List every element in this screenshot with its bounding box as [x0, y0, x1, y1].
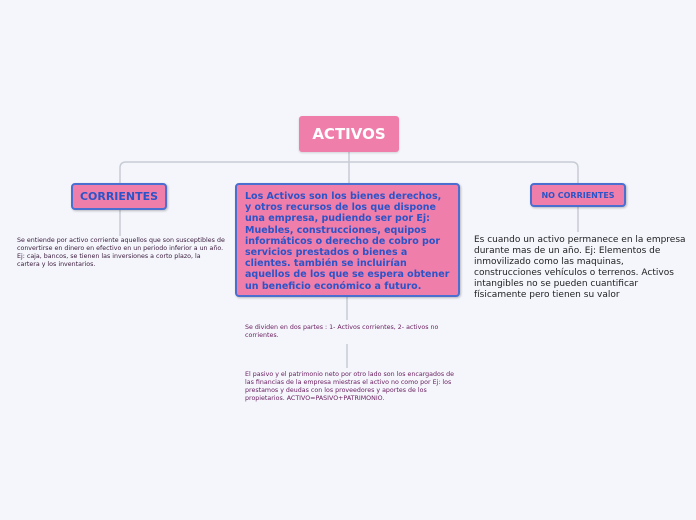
- note-corrientes[interactable]: Se entiende por activo corriente aquellos que son susceptibles de convertirse en dinero en efectivo en un periodo inferior a un año. Ej: caja, bancos, se tienen las inversiones a corto plazo, la cartera y los inventarios.: [17, 237, 225, 268]
- branch-corrientes-label: CORRIENTES: [79, 190, 159, 203]
- root-node-label: ACTIVOS: [312, 125, 386, 143]
- root-node-activos[interactable]: [299, 116, 399, 152]
- note-center-pasivo[interactable]: El pasivo y el patrimonio neto por otro lado son los encargados de las financias de la empresa miestras el activo no como por Ej: los prestamos y deudas con los proveedores y aportes de los propietarios. ACTIVO=PASIVO+PATRIMONIO.: [245, 371, 455, 402]
- branch-node-no-corrientes[interactable]: [530, 183, 626, 207]
- branch-node-corrientes[interactable]: [71, 183, 167, 210]
- note-no-corrientes[interactable]: Es cuando un activo permanece en la empresa durante mas de un año. Ej: Elementos de inmovilizado como las maquinas, construcciones vehículos o terrenos. Activos intangibles no se pueden cuantificar físicamente pero tienen su valor: [474, 235, 686, 300]
- note-center-divisions[interactable]: Se dividen en dos partes : 1- Activos corrientes, 2- activos no corrientes.: [245, 324, 439, 339]
- branch-no-corrientes-label: NO CORRIENTES: [541, 190, 615, 200]
- branch-node-definition[interactable]: [235, 183, 460, 297]
- branch-definition-text: Los Activos son los bienes derechos, y otros recursos de los que dispone una empresa, pudiendo ser por Ej: Muebles, construcciones, equipos informáticos o derecho de cobro por servicios prestados o bienes a clientes. también se incluirían aquellos de los que se espera obtener un beneficio económico a futuro.: [245, 191, 450, 292]
